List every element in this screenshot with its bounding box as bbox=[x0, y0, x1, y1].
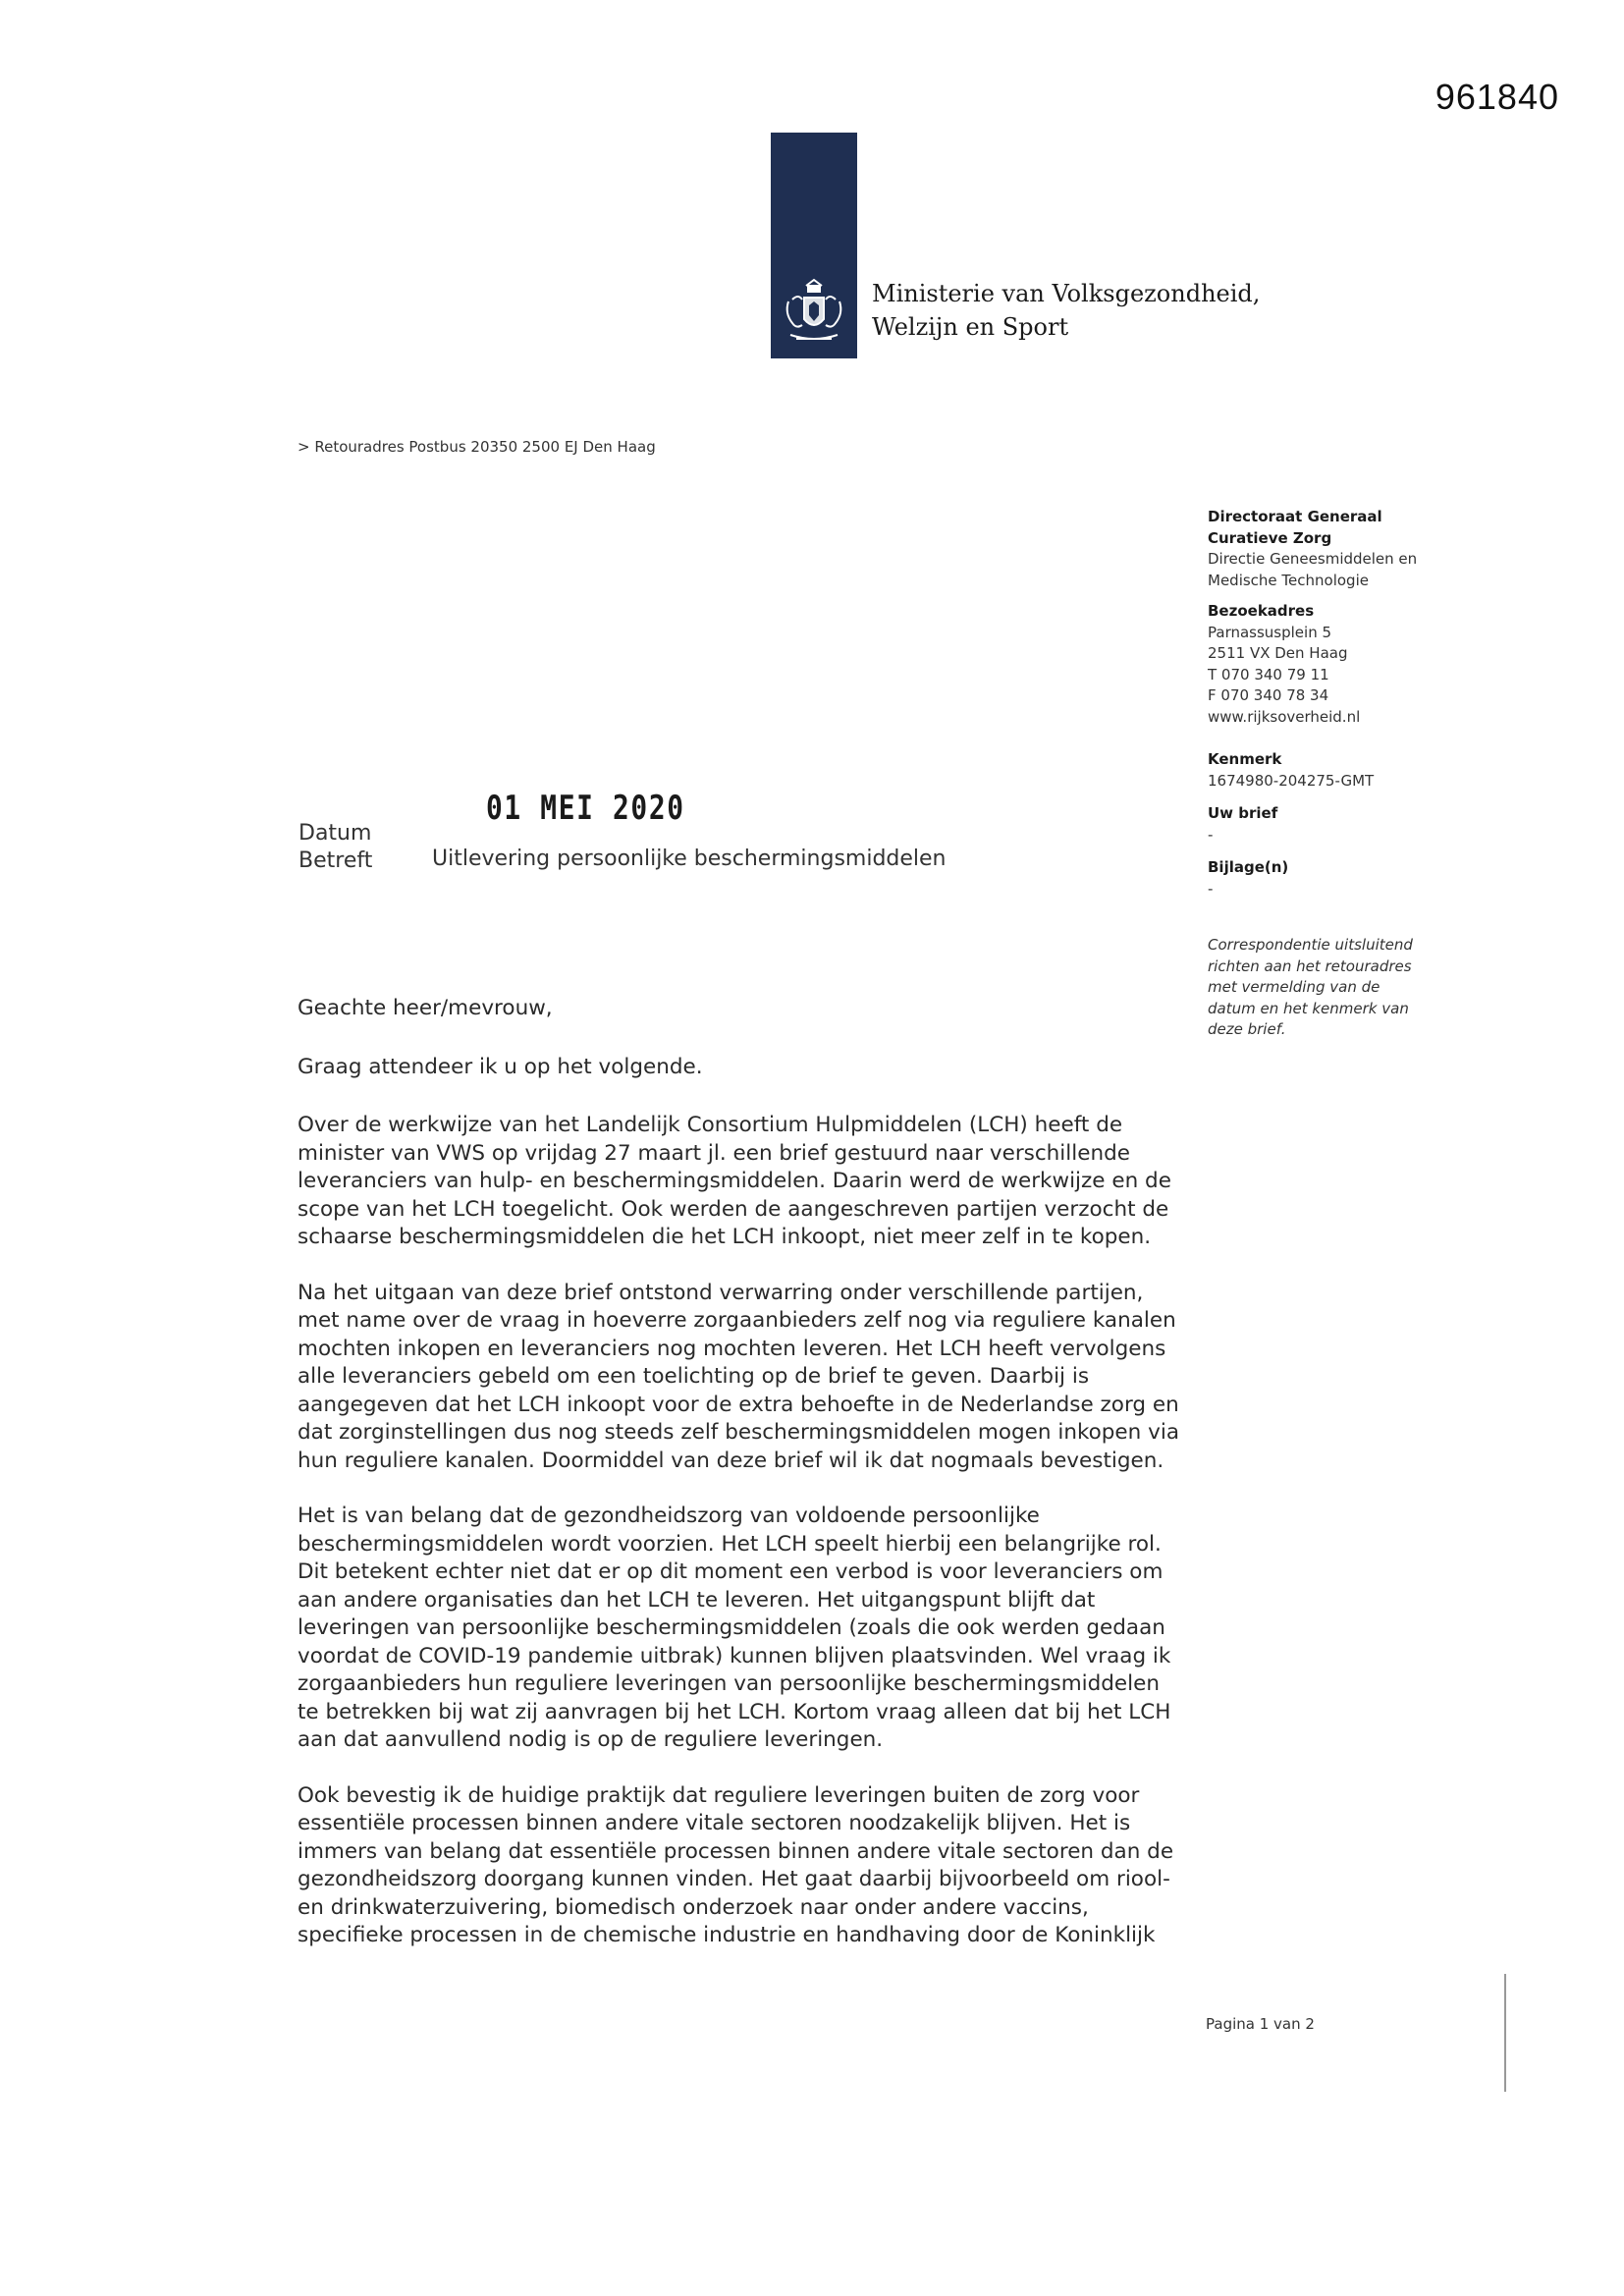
correspondence-note bbox=[1208, 935, 1473, 1041]
ministry-name-line2: Welzijn en Sport bbox=[872, 313, 1069, 341]
ministry-name-line1: Ministerie van Volksgezondheid, bbox=[872, 280, 1261, 307]
date-label: Datum bbox=[298, 821, 372, 846]
paragraph: Het is van belang dat de gezondheidszorg van voldoende persoonlijke beschermingsmiddelen wordt voorzien. Het LCH speelt hierbij een belangrijke rol. Dit betekent echter niet dat er op dit moment een verbod is voor leveranciers om aan andere organisaties dan het LCH te leveren. Het uitgangspunt blijft dat leveringen van persoonlijke beschermingsmiddelen (zoals die ook werden gedaan voordat de COVID-19 pandemie uitbrak) kunnen blijven plaatsvinden. Wel vraag ik zorgaanbieders hun reguliere leveringen van persoonlijke beschermingsmiddelen te betrekken bij wat zij aanvragen bij het LCH. Kortom vraag alleen dat bij het LCH aan dat aanvullend nodig is op de reguliere leveringen. bbox=[298, 1503, 1171, 1752]
subject-label: Betreft bbox=[298, 848, 373, 873]
department-subtitle-2: Medische Technologie bbox=[1208, 571, 1369, 589]
return-address: > Retouradres Postbus 20350 2500 EJ Den Haag bbox=[298, 438, 656, 456]
subject-value: Uitlevering persoonlijke beschermingsmiddelen bbox=[432, 847, 947, 871]
attachments-value: - bbox=[1208, 879, 1214, 898]
ministry-name bbox=[872, 277, 1260, 344]
fax-number: F 070 340 78 34 bbox=[1208, 686, 1329, 704]
paragraph: Graag attendeer ik u op het volgende. bbox=[298, 1054, 703, 1079]
department-title-2: Curatieve Zorg bbox=[1208, 528, 1332, 547]
paragraph: Ook bevestig ik de huidige praktijk dat reguliere leveringen buiten de zorg voor essentiële processen binnen andere vitale sectoren noodzakelijk blijven. Het is immers van belang dat essentiële processen binnen andere vitale sectoren dan de gezondheidszorg doorgang kunnen vinden. Het gaat daarbij bijvoorbeeld om riool- en drinkwaterzuivering, biomedisch onderzoek naar onder andere vaccins, specifieke processen in de chemische industrie en handhaving door de Koninklijk bbox=[298, 1782, 1174, 1947]
scan-edge-mark bbox=[1504, 1974, 1506, 2092]
department-subtitle: Directie Geneesmiddelen en bbox=[1208, 550, 1418, 568]
correspondence-note-line: met vermelding van de bbox=[1208, 978, 1380, 996]
coat-of-arms-icon bbox=[779, 278, 849, 349]
document-number: 961840 bbox=[1435, 77, 1559, 117]
paragraph: Na het uitgaan van deze brief ontstond verwarring onder verschillende partijen, met name over de vraag in hoeverre zorgaanbieders zelf nog via reguliere kanalen mochten inkopen en leveranciers nog mochten leveren. Het LCH heeft vervolgens alle leveranciers gebeld om een toelichting op de brief te geven. Daarbij is aangegeven dat het LCH inkoopt voor de extra behoefte in de Nederlandse zorg en dat zorginstellingen dus nog steeds zelf beschermingsmiddelen mogen inkopen via hun reguliere kanalen. Doormiddel van deze brief wil ik dat nogmaals bevestigen. bbox=[298, 1280, 1179, 1473]
correspondence-note-line: richten aan het retouradres bbox=[1208, 957, 1412, 975]
sender-sidebar bbox=[1208, 507, 1473, 1041]
attachments-label: Bijlage(n) bbox=[1208, 858, 1289, 876]
paragraph: Over de werkwijze van het Landelijk Consortium Hulpmiddelen (LCH) heeft de minister van VWS op vrijdag 27 maart jl. een brief gestuurd naar verschillende leveranciers van hulp- en beschermingsmiddelen. Daarin werd de werkwijze en de scope van het LCH toegelicht. Ook werden de aangeschreven partijen verzocht de schaarse beschermingsmiddelen die het LCH inkoopt, niet meer zelf in te kopen. bbox=[298, 1113, 1171, 1249]
letter-body bbox=[298, 995, 1186, 1978]
visit-address-label: Bezoekadres bbox=[1208, 602, 1315, 620]
correspondence-note-line: deze brief. bbox=[1208, 1020, 1286, 1038]
your-letter-value: - bbox=[1208, 825, 1214, 844]
your-letter-label: Uw brief bbox=[1208, 804, 1278, 822]
correspondence-note-line: Correspondentie uitsluitend bbox=[1208, 936, 1413, 954]
salutation: Geachte heer/mevrouw, bbox=[298, 996, 553, 1020]
correspondence-note-line: datum en het kenmerk van bbox=[1208, 999, 1409, 1017]
phone-number: T 070 340 79 11 bbox=[1208, 665, 1329, 683]
visit-address-city: 2511 VX Den Haag bbox=[1208, 644, 1348, 662]
reference-label: Kenmerk bbox=[1208, 750, 1282, 768]
website: www.rijksoverheid.nl bbox=[1208, 707, 1361, 726]
reference-value: 1674980-204275-GMT bbox=[1208, 771, 1375, 790]
page-number: Pagina 1 van 2 bbox=[1206, 2015, 1315, 2033]
visit-address-street: Parnassusplein 5 bbox=[1208, 623, 1332, 641]
date-stamp: 01 MEI 2020 bbox=[486, 789, 685, 828]
government-logo-bar bbox=[771, 133, 857, 358]
department-title: Directoraat Generaal bbox=[1208, 508, 1382, 525]
